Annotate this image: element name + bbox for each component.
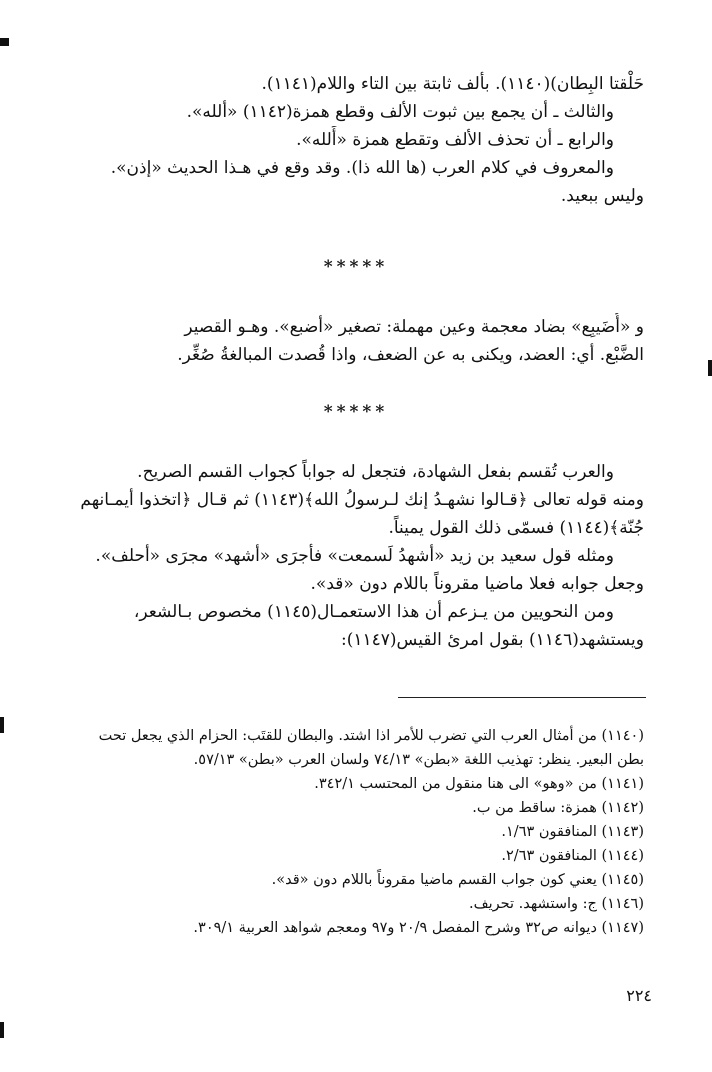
scan-edge-mark bbox=[0, 1022, 4, 1038]
text-line: جُنّة﴾(١١٤٤) فسمّى ذلك القول يميناً. bbox=[388, 518, 644, 538]
text-line: والرابع ـ أن تحذف الألف وتقطع همزة «أَلله». bbox=[296, 130, 614, 150]
footnote-line: (١١٤٥) يعني كون جواب القسم ماضيا مقروناً باللام دون «قد». bbox=[271, 872, 644, 888]
footnote-line: (١١٤٠) من أمثال العرب التي تضرب للأمر اذا اشتد. والبطان للقتَب: الحزام الذي يجعل تحت bbox=[98, 728, 644, 744]
text-line: ومن النحويين من يـزعم أن هذا الاستعمـال(١١٤٥) مخصوص بـالشعر، bbox=[133, 602, 614, 622]
text-line: ويستشهد(١١٤٦) بقول امرئ القيس(١١٤٧): bbox=[341, 630, 644, 650]
scan-edge-mark bbox=[708, 360, 712, 376]
footnote-line: (١١٤٤) المنافقون ٢/٦٣. bbox=[501, 848, 644, 864]
text-line: الضَّبْع. أي: العضد، ويكنى به عن الضعف، واذا قُصدت المبالغةُ صُغِّر. bbox=[177, 345, 644, 365]
section-separator: ***** bbox=[323, 257, 389, 277]
footnote-line: بطن البعير. ينظر: تهذيب اللغة «بطن» ٧٤/١٣ ولسان العرب «بطن» ٥٧/١٣. bbox=[193, 752, 644, 768]
text-line: ومثله قول سعيد بن زيد «أشهدُ لَسمعت» فأجرَى «أشهد» مجرَى «أحلف». bbox=[95, 546, 614, 566]
section-separator: ***** bbox=[323, 402, 389, 422]
paragraph-udaybi bbox=[66, 313, 644, 369]
scan-edge-mark bbox=[0, 38, 9, 46]
text-line: وجعل جوابه فعلا ماضيا مقروناً باللام دون «قد». bbox=[310, 574, 644, 594]
text-line: ومنه قوله تعالى ﴿قـالوا نشهـدُ إنك لـرسولُ الله﴾(١١٤٣) ثم قـال ﴿اتخذوا أيمـانهم bbox=[80, 490, 644, 510]
footnotes bbox=[66, 724, 644, 940]
text-line: والثالث ـ أن يجمع بين ثبوت الألف وقطع همزة(١١٤٢) «ألله». bbox=[186, 102, 614, 122]
text-line: حَلْقتا البِطان)(١١٤٠). بألف ثابتة بين التاء واللام(١١٤١). bbox=[261, 74, 644, 94]
footnote-line: (١١٤٧) ديوانه ص٣٢ وشرح المفصل ٢٠/٩ و٩٧ ومعجم شواهد العربية ٣٠٩/١. bbox=[193, 920, 644, 936]
footnote-line: (١١٤٢) همزة: ساقط من ب. bbox=[472, 800, 644, 816]
footnote-divider bbox=[398, 697, 646, 698]
footnote-line: (١١٤٦) ج: واستشهد. تحريف. bbox=[468, 896, 644, 912]
footnote-line: (١١٤٣) المنافقون ١/٦٣. bbox=[501, 824, 644, 840]
text-line: والعرب تُقسم بفعل الشهادة، فتجعل له جواباً كجواب القسم الصريح. bbox=[137, 462, 614, 482]
text-line: و «أُضَيبِع» بضاد معجمة وعين مهملة: تصغير «أضبع». وهـو القصير bbox=[184, 317, 644, 337]
page-number: ٢٢٤ bbox=[626, 986, 652, 1005]
paragraph-shahada-oath bbox=[66, 458, 644, 654]
text-line: والمعروف في كلام العرب (ها الله ذا). وقد وقع في هـذا الحديث «إذن». bbox=[110, 158, 614, 178]
paragraph-ha-allah bbox=[66, 70, 644, 210]
footnote-line: (١١٤١) من «وهو» الى هنا منقول من المحتسب ٣٤٢/١. bbox=[314, 776, 644, 792]
scan-edge-mark bbox=[0, 717, 4, 733]
text-line: وليس ببعيد. bbox=[560, 186, 644, 206]
